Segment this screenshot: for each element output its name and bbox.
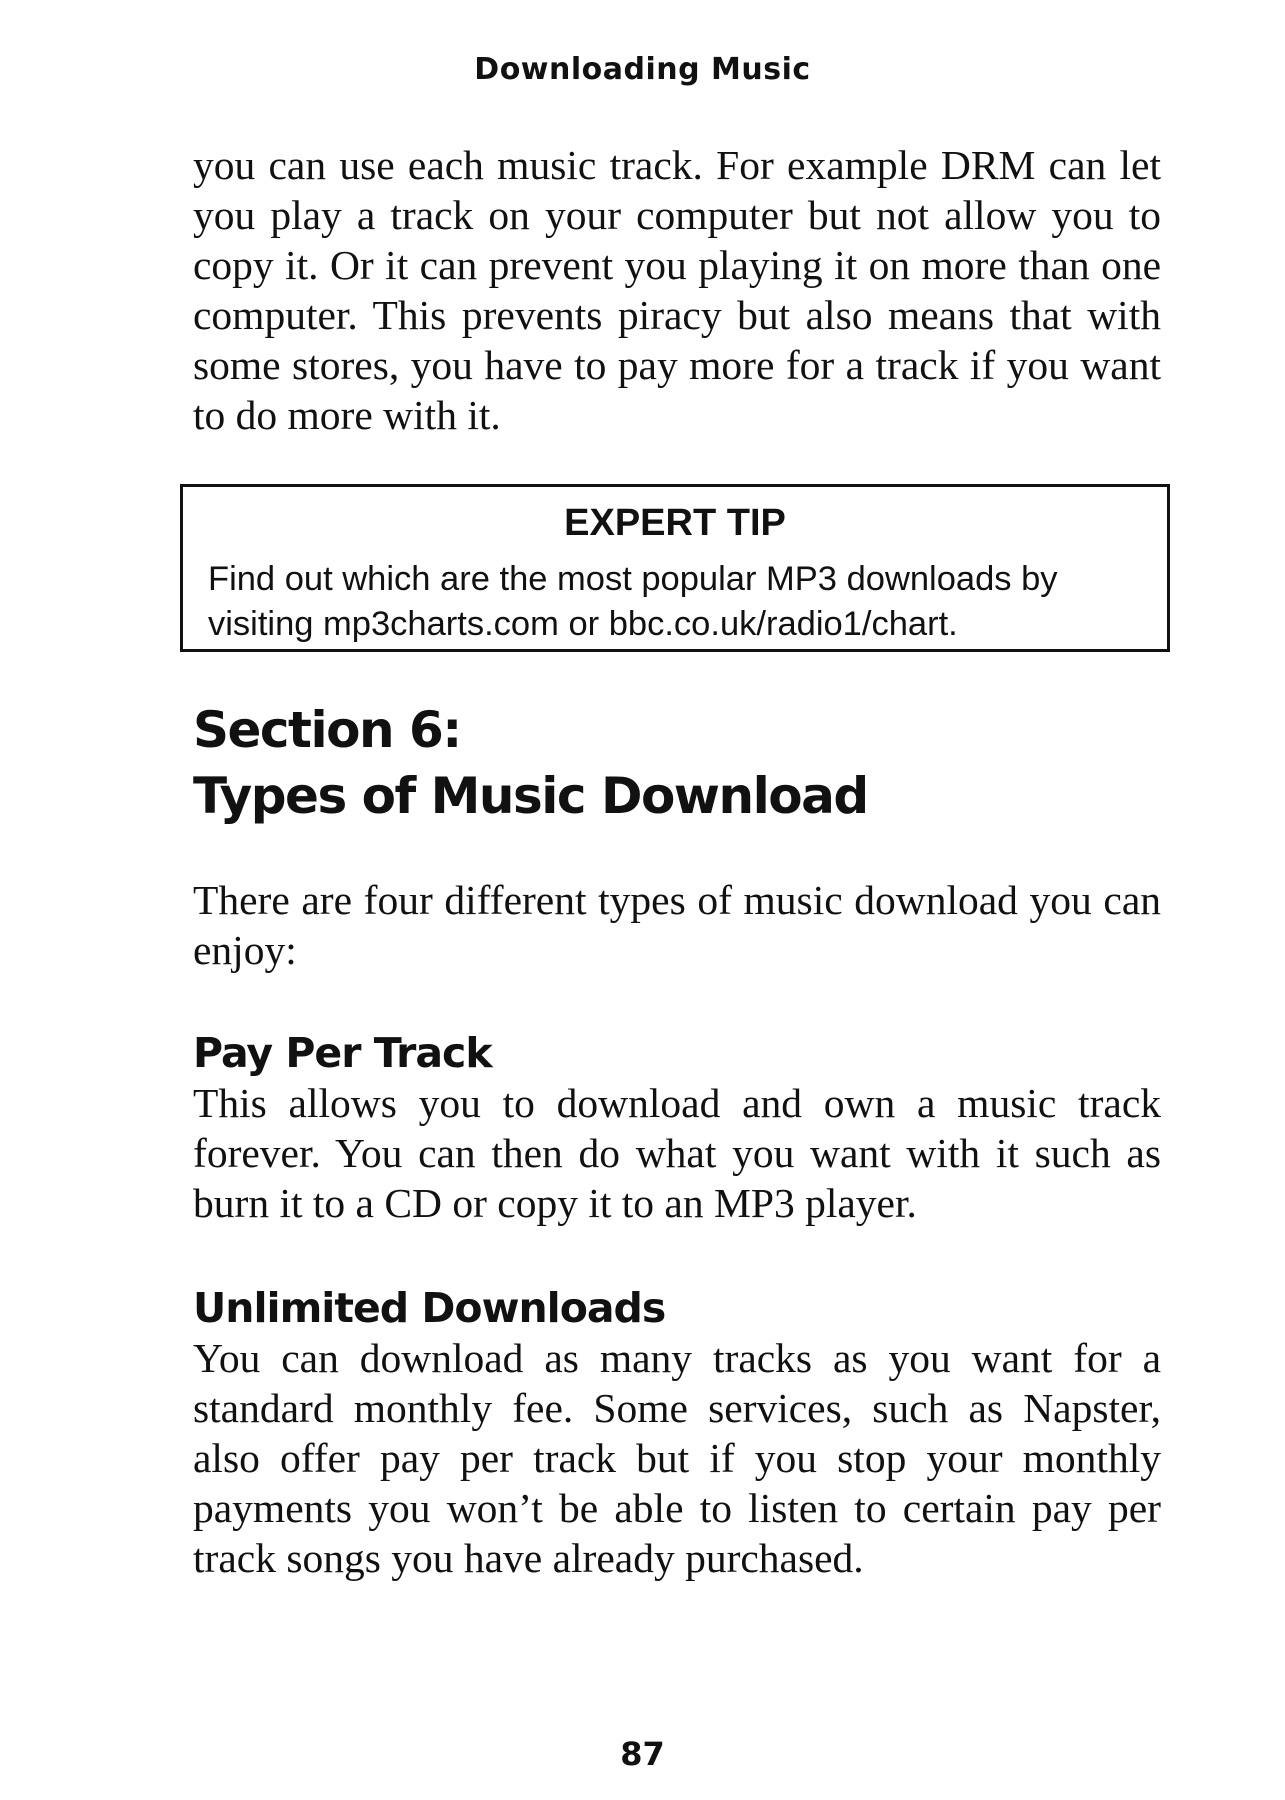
page-number: 87 — [620, 1735, 665, 1773]
expert-tip-title: EXPERT TIP — [564, 502, 786, 544]
subsection-pay-per-track — [193, 1028, 1161, 1228]
section-heading — [193, 697, 1161, 829]
running-head: Downloading Music — [474, 52, 811, 87]
expert-tip-text: Find out which are the most popular MP3 downloads by visiting mp3charts.com or bbc.co.uk/radio1/chart. — [208, 560, 1058, 643]
continuation-paragraph: you can use each music track. For example DRM can let you play a track on your computer but not allow you to copy it. Or it can prevent you playing it on more than one computer. This prevents piracy but also means that with some stores, you have to pay more for a track if you want to do more with it. — [193, 142, 1161, 438]
section-title: Types of Music Download — [193, 767, 868, 825]
subsection-heading: Unlimited Downloads — [193, 1284, 666, 1332]
subsection-text: You can download as many tracks as you want for a standard monthly fee. Some services, such as Napster, also offer pay per track but if you stop your monthly payments you won’t be able to listen to certain pay per track songs you have already purchased. — [193, 1335, 1161, 1581]
continuation-block — [193, 140, 1161, 440]
section-intro: There are four different types of music download you can enjoy: — [193, 877, 1161, 973]
section-label: Section 6: — [193, 701, 461, 759]
subsection-heading: Pay Per Track — [193, 1029, 492, 1077]
expert-tip-box — [180, 484, 1170, 652]
subsection-unlimited-downloads — [193, 1283, 1161, 1583]
section-intro-block — [193, 875, 1161, 975]
subsection-text: This allows you to download and own a music track forever. You can then do what you want with it such as burn it to a CD or copy it to an MP3 player. — [193, 1080, 1161, 1226]
